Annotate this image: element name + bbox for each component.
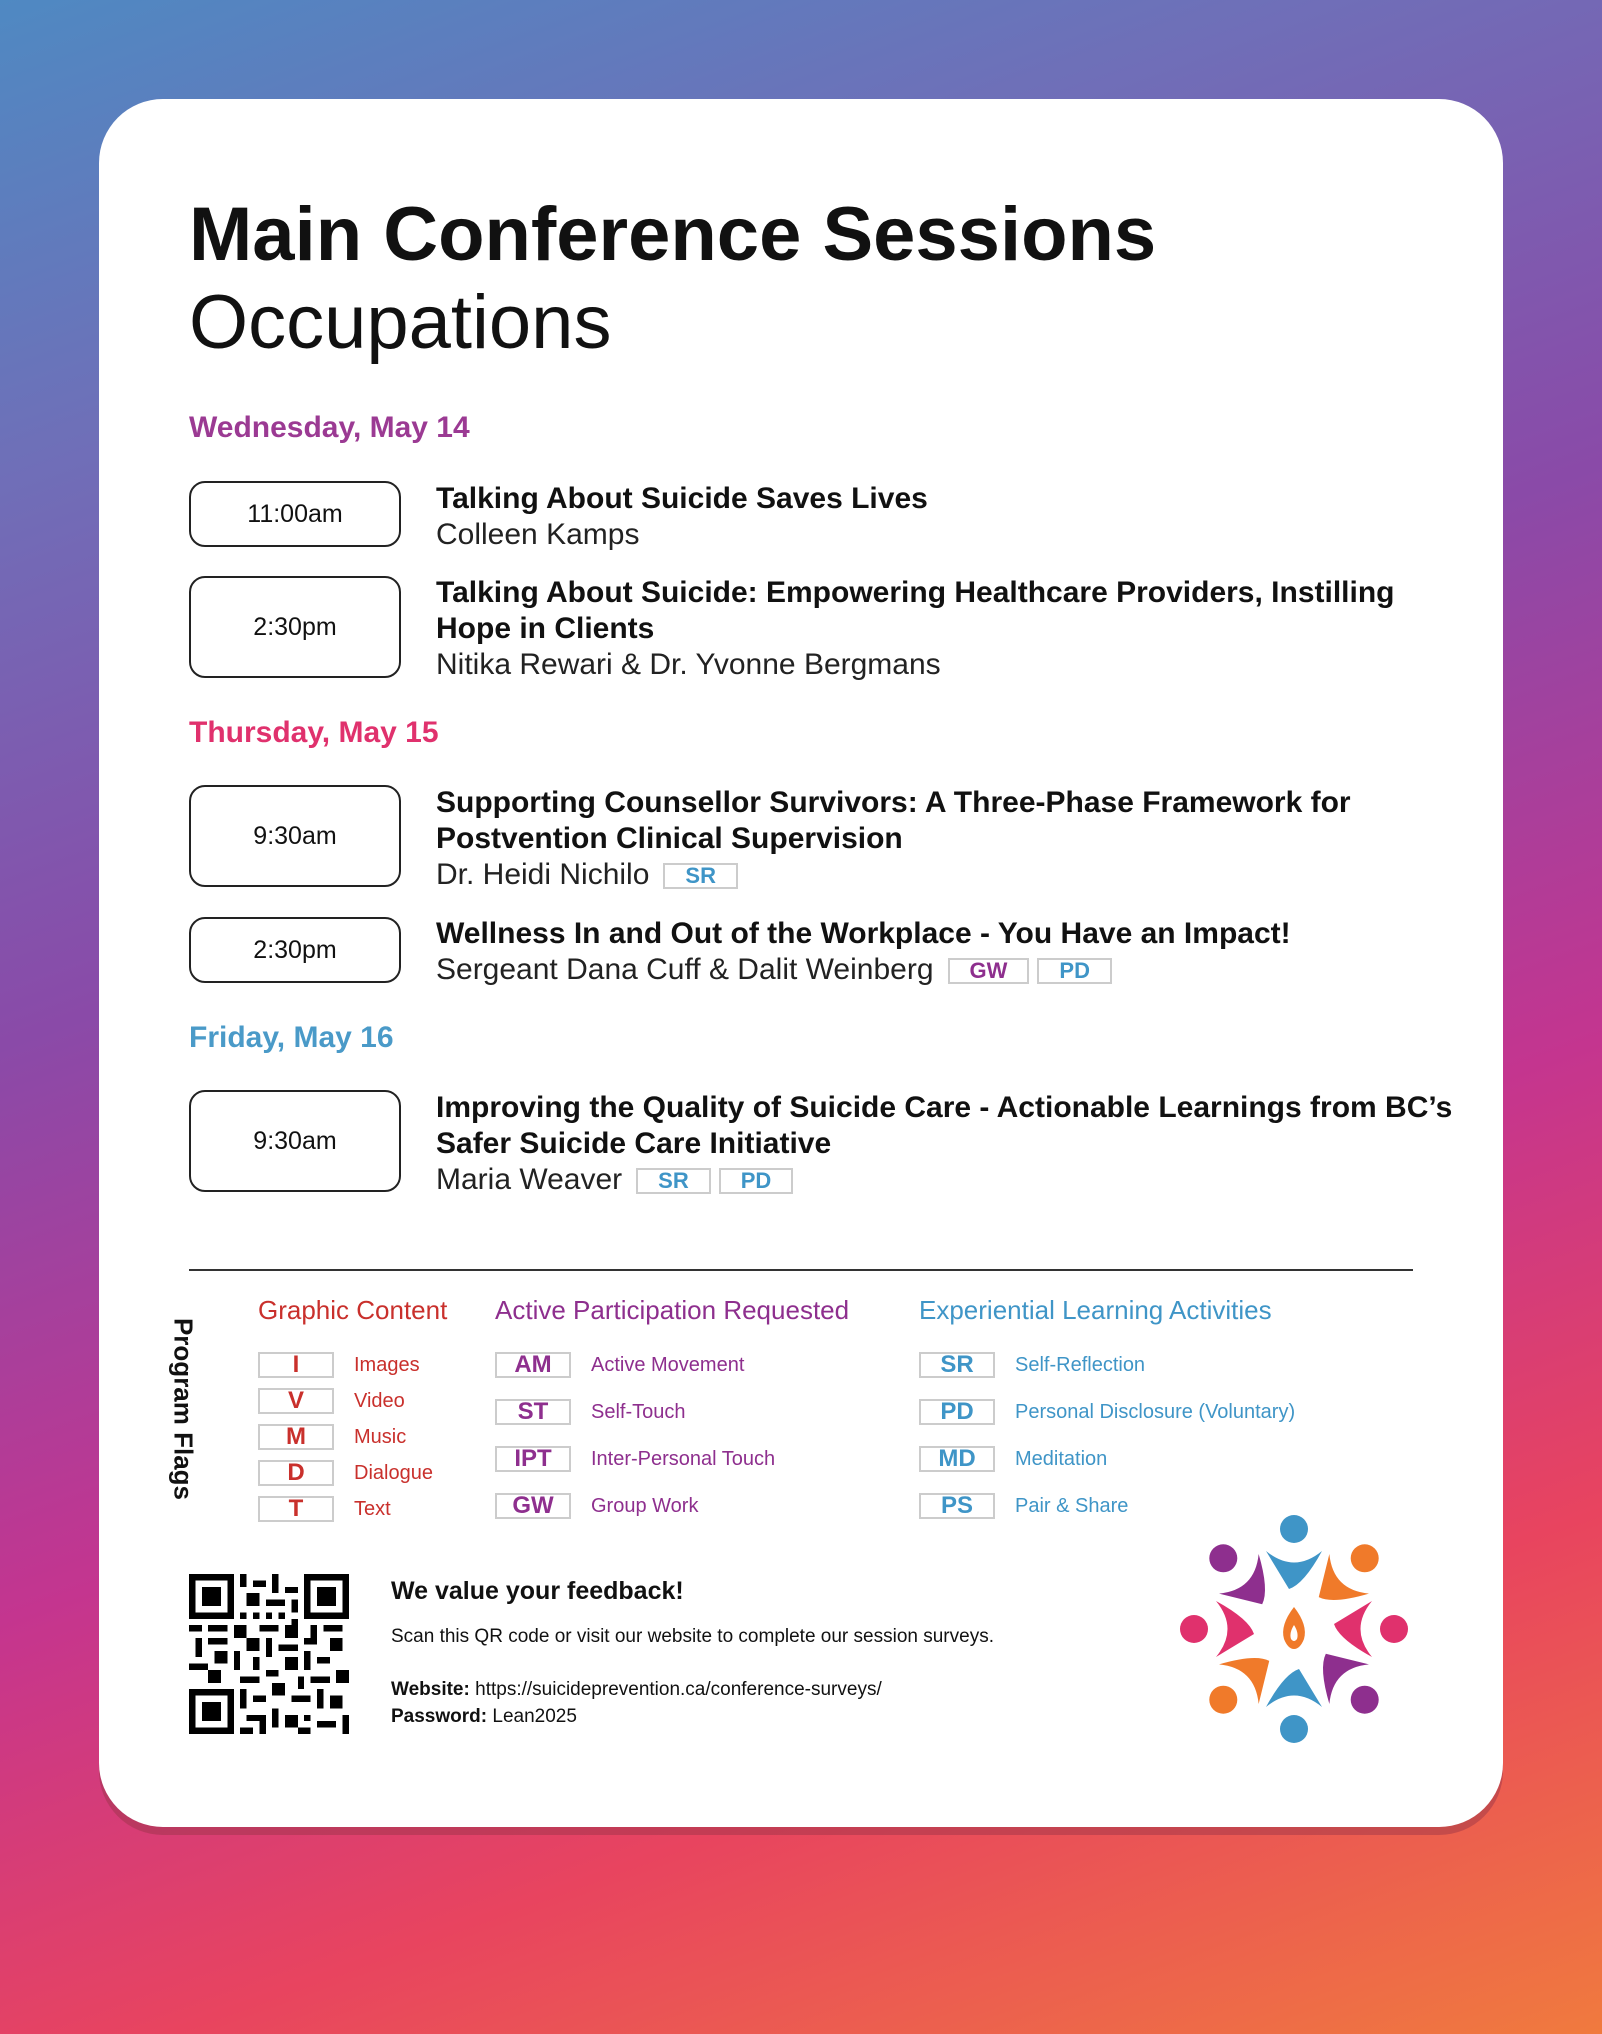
flag-label: Dialogue	[354, 1461, 433, 1484]
flag-row	[919, 1395, 1295, 1429]
session-speakers-row	[436, 1162, 1456, 1198]
flag-tag: SR	[663, 863, 738, 889]
flag-row	[258, 1348, 447, 1382]
flag-tag: GW	[948, 958, 1030, 984]
session-title: Improving the Quality of Suicide Care - Actionable Learnings from BC’s Safer Suicide Care Initiative	[436, 1091, 1453, 1160]
flag-row	[258, 1420, 447, 1454]
session-title: Supporting Counsellor Survivors: A Three-Phase Framework for Postvention Clinical Supervision	[436, 786, 1351, 855]
program-card	[99, 99, 1503, 1827]
flag-code: AM	[495, 1352, 571, 1378]
program-flags-label-box	[163, 1299, 203, 1529]
flag-code: M	[258, 1424, 334, 1450]
program-flags-heading: Program Flags	[168, 1317, 199, 1501]
session-speakers: Dr. Heidi Nichilo	[436, 858, 650, 891]
divider	[189, 1269, 1413, 1271]
flag-row	[258, 1384, 447, 1418]
page-title	[189, 191, 1156, 367]
session-time: 9:30am	[189, 785, 401, 887]
people-circle-logo	[1169, 1504, 1419, 1754]
session-title: Talking About Suicide: Empowering Healthcare Providers, Instilling Hope in Clients	[436, 576, 1395, 645]
flag-label: Inter-Personal Touch	[591, 1447, 776, 1470]
flag-tag: PD	[719, 1168, 794, 1194]
session-time: 2:30pm	[189, 576, 401, 678]
password-line	[391, 1703, 1151, 1730]
session-item	[436, 481, 1456, 553]
flags-experiential-title: Experiential Learning Activities	[919, 1295, 1272, 1325]
session-speakers: Colleen Kamps	[436, 518, 640, 551]
session-speakers: Nitika Rewari & Dr. Yvonne Bergmans	[436, 648, 941, 681]
flag-code: GW	[495, 1493, 571, 1519]
flags-active-title: Active Participation Requested	[495, 1295, 850, 1325]
flag-code: MD	[919, 1446, 995, 1472]
day-heading-wednesday: Wednesday, May 14	[189, 411, 470, 444]
day-heading-thursday: Thursday, May 15	[189, 716, 439, 749]
session-speakers-row	[436, 857, 1456, 893]
password-value: Lean2025	[492, 1706, 577, 1727]
password-label: Password:	[391, 1706, 488, 1727]
flag-label: Meditation	[1015, 1447, 1108, 1470]
flag-label: Text	[354, 1497, 391, 1520]
feedback-block	[391, 1577, 1151, 1730]
flag-row	[495, 1395, 849, 1429]
qr-code[interactable]	[189, 1574, 349, 1734]
session-item	[436, 785, 1456, 893]
flag-row	[495, 1348, 849, 1382]
session-title: Wellness In and Out of the Workplace - You Have an Impact!	[436, 917, 1291, 950]
session-speakers-row	[436, 952, 1456, 988]
session-speakers: Sergeant Dana Cuff & Dalit Weinberg	[436, 953, 934, 986]
flag-label: Self-Reflection	[1015, 1353, 1146, 1376]
flag-row	[258, 1456, 447, 1490]
flag-row	[919, 1442, 1295, 1476]
flag-row	[495, 1442, 849, 1476]
session-item	[436, 575, 1456, 683]
flag-code: T	[258, 1496, 334, 1522]
flag-code: ST	[495, 1399, 571, 1425]
flags-graphic-column	[258, 1295, 447, 1528]
website-link[interactable]: https://suicideprevention.ca/conference-surveys/	[475, 1679, 882, 1700]
flag-tag: PD	[1037, 958, 1112, 984]
flag-label: Images	[354, 1353, 420, 1376]
session-title: Talking About Suicide Saves Lives	[436, 482, 928, 515]
flag-code: I	[258, 1352, 334, 1378]
flags-experiential-column	[919, 1295, 1295, 1525]
flag-row	[495, 1489, 849, 1523]
flag-tag: SR	[636, 1168, 711, 1194]
flag-row	[919, 1348, 1295, 1382]
flag-code: IPT	[495, 1446, 571, 1472]
website-line	[391, 1676, 1151, 1703]
feedback-body: Scan this QR code or visit our website to complete our session surveys.	[391, 1626, 994, 1647]
session-speakers: Maria Weaver	[436, 1163, 623, 1196]
flag-label: Music	[354, 1425, 407, 1448]
flags-graphic-title: Graphic Content	[258, 1295, 448, 1325]
page-title-line1: Main Conference Sessions	[189, 192, 1157, 277]
session-time: 11:00am	[189, 481, 401, 547]
flag-label: Self-Touch	[591, 1400, 686, 1423]
flags-active-column	[495, 1295, 849, 1525]
day-heading-friday: Friday, May 16	[189, 1021, 394, 1054]
flag-code: D	[258, 1460, 334, 1486]
session-item	[436, 1090, 1456, 1198]
website-label: Website:	[391, 1679, 470, 1700]
flag-code: V	[258, 1388, 334, 1414]
flag-code: PD	[919, 1399, 995, 1425]
feedback-heading: We value your feedback!	[391, 1577, 684, 1605]
flag-label: Personal Disclosure (Voluntary)	[1015, 1400, 1296, 1423]
session-item	[436, 916, 1456, 988]
flag-label: Video	[354, 1389, 405, 1412]
session-time: 2:30pm	[189, 917, 401, 983]
flag-code: PS	[919, 1493, 995, 1519]
flag-code: SR	[919, 1352, 995, 1378]
session-time: 9:30am	[189, 1090, 401, 1192]
page-title-line2: Occupations	[189, 280, 612, 365]
flag-label: Pair & Share	[1015, 1494, 1129, 1517]
flag-row	[258, 1492, 447, 1526]
flag-label: Group Work	[591, 1494, 699, 1517]
flag-label: Active Movement	[591, 1353, 745, 1376]
